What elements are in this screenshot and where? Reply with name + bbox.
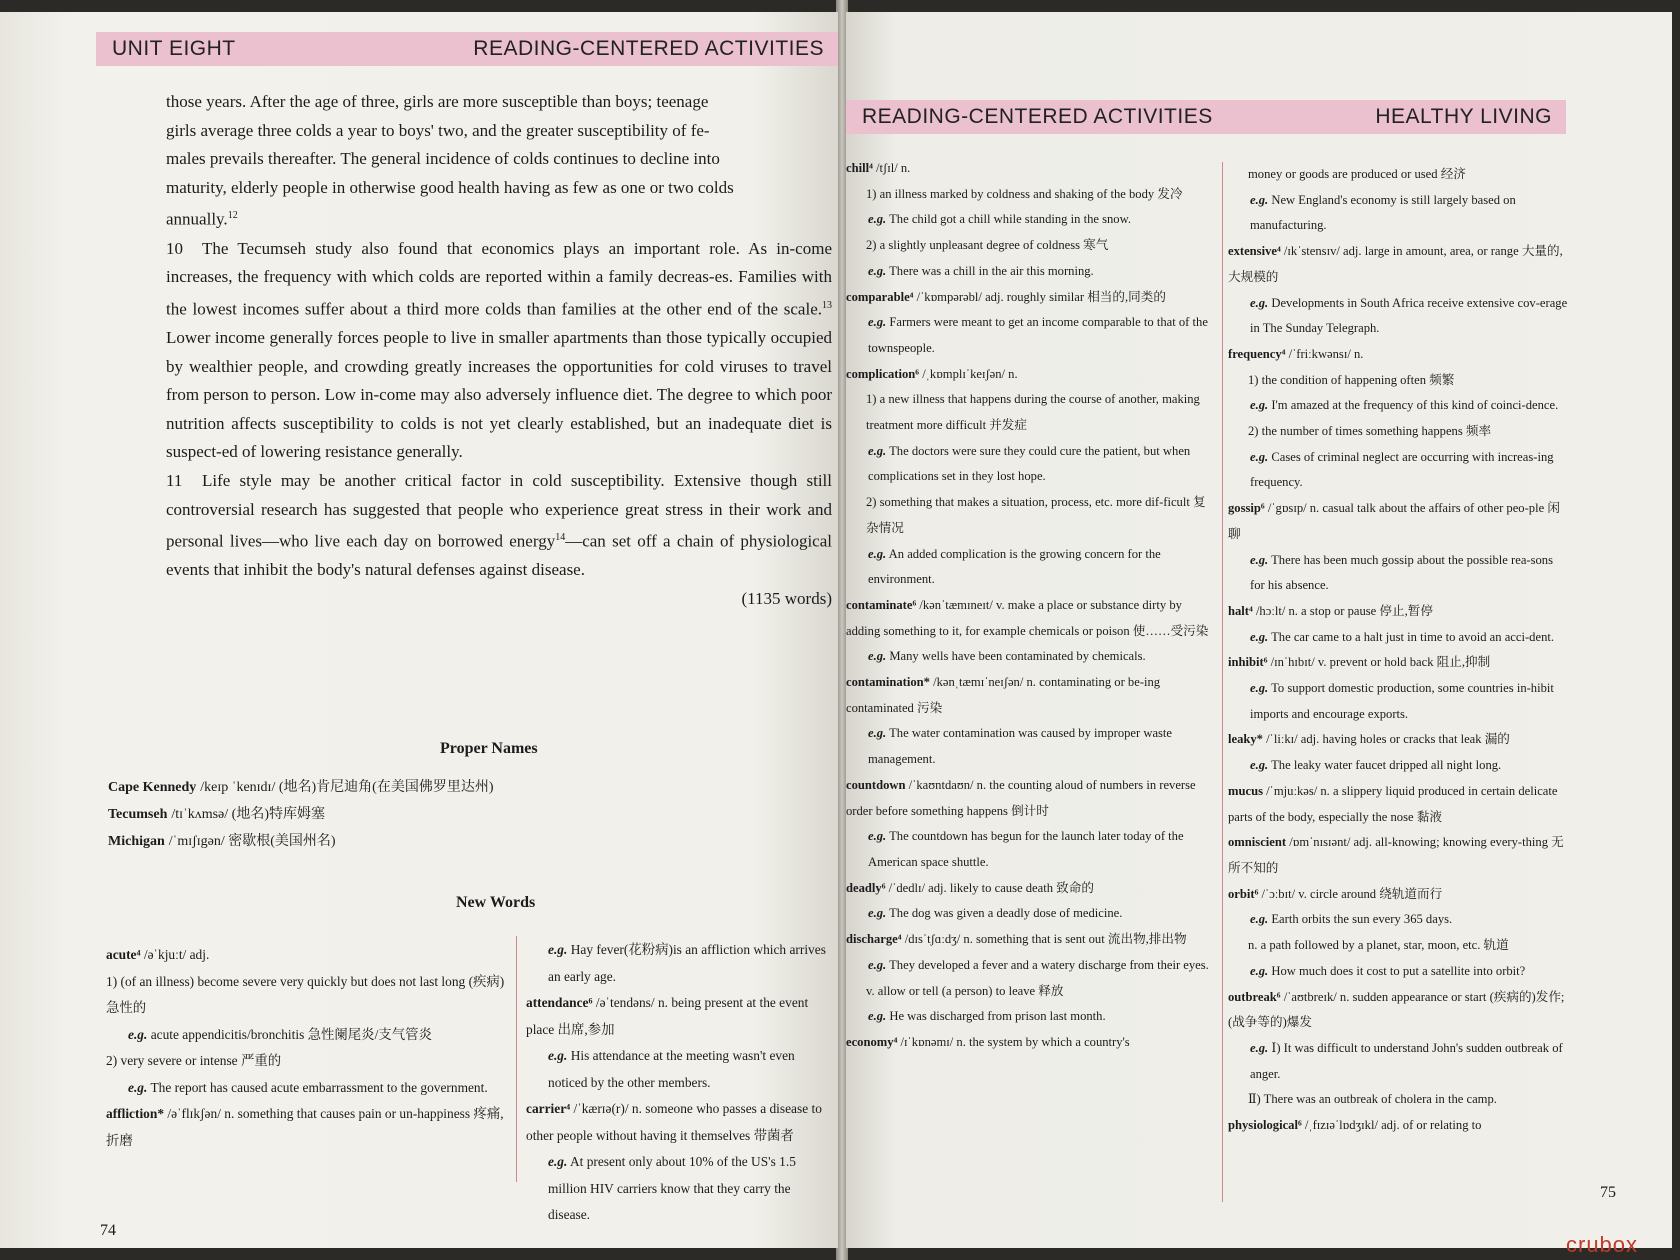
- glossary-entry: [846, 927, 1218, 953]
- entry-text: /əˈtendəns/ n. being present at the event place 出席,参加: [526, 995, 809, 1037]
- left-header-banner: [96, 32, 838, 66]
- example: [1228, 625, 1568, 651]
- right-page: [846, 12, 1672, 1248]
- headword: mucus: [1228, 783, 1263, 798]
- example: [1228, 676, 1568, 727]
- example-text: The report has caused acute embarrassment to the government.: [150, 1079, 488, 1095]
- glossary-entry: [1228, 1113, 1568, 1139]
- entry-text: /ˌkɒmplɪˈkeɪʃən/ n.: [922, 366, 1018, 381]
- headword: extensive⁴: [1228, 244, 1281, 259]
- entry-text: /əˈflɪkʃən/ n. something that causes pain or un-happiness 疼痛,折磨: [106, 1106, 504, 1148]
- footnote-marker: 13: [822, 299, 832, 311]
- new-words-column-right: [526, 937, 826, 1229]
- glossary-entry: [846, 156, 1218, 182]
- entry-text: /ˈaʊtbreɪk/ n. sudden appearance or start (疾病的)发作;(战争等的)爆发: [1228, 989, 1565, 1030]
- body-line-text: annually.: [166, 210, 228, 230]
- entry-text: /ˈdedlɪ/ adj. likely to cause death 致命的: [888, 880, 1094, 895]
- entry-text: /ˈliːkɪ/ adj. having holes or cracks that leak 漏的: [1266, 732, 1510, 747]
- example-marker: e.g.: [868, 443, 887, 458]
- example-marker: e.g.: [1250, 681, 1269, 696]
- example-marker: e.g.: [1250, 295, 1269, 310]
- entry-sense: n. a path followed by a planet, star, moon, etc. 轨道: [1248, 938, 1509, 953]
- example-marker: e.g.: [868, 263, 887, 278]
- glossary-entry: [1228, 342, 1568, 368]
- example-text: He was discharged from prison last month.: [889, 1009, 1106, 1024]
- headword: halt⁴: [1228, 603, 1253, 618]
- example: [1228, 548, 1568, 599]
- glossary-entry: [106, 942, 512, 969]
- example-marker: e.g.: [1250, 1040, 1269, 1055]
- example: [106, 1022, 512, 1049]
- example-marker: e.g.: [1250, 449, 1269, 464]
- example: [846, 207, 1218, 233]
- example-text: Many wells have been contaminated by chemicals.: [889, 649, 1146, 664]
- example: [846, 542, 1218, 593]
- example-text: At present only about 10% of the US's 1.5 million HIV carriers know that they carry the disease.: [548, 1154, 796, 1222]
- example-text: The doctors were sure they could cure the patient, but when complications set in they lost hope.: [868, 443, 1191, 484]
- glossary-entry: [1228, 779, 1568, 830]
- headword: economy⁴: [846, 1034, 898, 1049]
- entry-text: /hɔːlt/ n. a stop or pause 停止,暂停: [1255, 603, 1433, 618]
- footnote-marker: 12: [227, 210, 238, 222]
- example-text: I'm amazed at the frequency of this kind of coinci-dence.: [1271, 398, 1559, 413]
- glossary-entry: [106, 1101, 512, 1154]
- example-text: Cases of criminal neglect are occurring with increas-ing frequency.: [1250, 449, 1554, 490]
- example-marker: e.g.: [1250, 552, 1269, 567]
- example-text: The water contamination was caused by improper waste management.: [868, 726, 1173, 767]
- entry-text: /ˈgɒsɪp/ n. casual talk about the affairs of other peo-ple 闲聊: [1228, 501, 1560, 541]
- glossary-entry: [846, 773, 1218, 824]
- paragraph-text: Life style may be another critical factor in cold susceptibility. Extensive though still controversial research has suggested that people who experience great stress in their work and personal lives—who live each day on borrowed energy: [166, 471, 832, 551]
- glossary-column-left: [846, 156, 1218, 1056]
- entry-text: /ɒmˈnɪsɪənt/ adj. all-knowing; knowing every-thing 无所不知的: [1228, 835, 1564, 875]
- glossary-entry: [1228, 985, 1568, 1036]
- body-line: girls average three colds a year to boys' two, and the greater susceptibility of fe-: [166, 120, 710, 140]
- example-text: They developed a fever and a watery discharge from their eyes.: [889, 957, 1209, 972]
- page-number: 74: [100, 1222, 116, 1239]
- headword: countdown: [846, 777, 906, 792]
- example: [846, 953, 1218, 979]
- entry-sense: 1) an illness marked by coldness and shaking of the body 发冷: [866, 186, 1183, 201]
- example-text: Ⅰ) It was difficult to understand John's sudden outbreak of anger.: [1250, 1040, 1563, 1081]
- example-marker: e.g.: [868, 1009, 887, 1024]
- headword: carrier⁴: [526, 1101, 571, 1116]
- glossary-entry: [526, 990, 826, 1043]
- proper-name-gloss: /tɪˈkʌmsə/ (地名)特库姆塞: [171, 807, 325, 822]
- example-marker: e.g.: [868, 726, 887, 741]
- example-text: The countdown has begun for the launch later today of the American space shuttle.: [868, 829, 1184, 869]
- headword: chill⁴: [846, 161, 873, 175]
- example-marker: e.g.: [1250, 398, 1269, 413]
- entry-sense: 1) a new illness that happens during the course of another, making treatment more difficult 并发症: [866, 392, 1200, 433]
- headword: attendance⁶: [526, 995, 593, 1010]
- example-marker: e.g.: [548, 1048, 568, 1063]
- unit-label: UNIT EIGHT: [112, 37, 236, 60]
- example: [846, 259, 1218, 285]
- example-marker: e.g.: [1250, 758, 1269, 773]
- page-number: 75: [1600, 1184, 1616, 1201]
- entry-text: /ɪnˈhɪbɪt/ v. prevent or hold back 阻止,抑制: [1270, 655, 1491, 670]
- headword: complication⁶: [846, 366, 920, 381]
- column-divider: [516, 936, 517, 1182]
- example-text: Farmers were meant to get an income comparable to that of the townspeople.: [868, 315, 1208, 355]
- example: [1228, 907, 1568, 933]
- example-marker: e.g.: [868, 906, 887, 921]
- proper-name: Cape Kennedy: [108, 780, 197, 795]
- glossary-entry: [846, 285, 1218, 311]
- example-marker: e.g.: [548, 942, 568, 957]
- glossary-entry: [1228, 496, 1568, 547]
- column-divider: [1222, 162, 1223, 1202]
- proper-name-entry: [108, 801, 748, 828]
- headword: gossip⁶: [1228, 501, 1265, 516]
- example-text: Developments in South Africa receive extensive cov-erage in The Sunday Telegraph.: [1250, 295, 1568, 336]
- entry-text: /ˈkaʊntdaʊn/ n. the counting aloud of numbers in reverse order before something happens 倒计时: [846, 777, 1196, 818]
- section-label: READING-CENTERED ACTIVITIES: [473, 37, 824, 60]
- headword: frequency⁴: [1228, 346, 1286, 361]
- example: [1228, 291, 1568, 342]
- entry-text: /tʃɪl/ n.: [876, 161, 911, 175]
- entry-sense: 1) (of an illness) become severe very quickly but does not last long (疾病)急性的: [106, 973, 505, 1015]
- headword: deadly⁶: [846, 880, 886, 895]
- entry-text: /ɪˈkɒnəmɪ/ n. the system by which a country's: [900, 1034, 1130, 1049]
- proper-name-gloss: /ˈmɪʃɪgən/ 密歇根(美国州名): [168, 834, 336, 849]
- body-line: [166, 202, 832, 234]
- example-text: Hay fever(花粉病)is an affliction which arrives an early age.: [548, 942, 826, 984]
- right-header-banner: [846, 100, 1566, 134]
- topic-label: HEALTHY LIVING: [1375, 105, 1552, 128]
- headword: contaminate⁶: [846, 597, 917, 612]
- glossary-entry: [1228, 599, 1568, 625]
- example-text: acute appendicitis/bronchitis 急性阑尾炎/支气管炎: [150, 1026, 432, 1042]
- headword: comparable⁴: [846, 289, 914, 304]
- proper-name-entry: [108, 828, 748, 855]
- headword: omniscient: [1228, 835, 1287, 850]
- glossary-entry: [1228, 650, 1568, 676]
- body-line: maturity, elderly people in otherwise good health having as few as one or two colds: [166, 177, 734, 197]
- headword: discharge⁴: [846, 932, 902, 947]
- body-line: males prevails thereafter. The general incidence of colds continues to decline into: [166, 149, 720, 169]
- glossary-entry: [846, 362, 1218, 388]
- example-text: The leaky water faucet dripped all night long.: [1271, 758, 1502, 773]
- headword: affliction*: [106, 1106, 165, 1121]
- example: [106, 1075, 512, 1102]
- entry-text: /ˈkɒmpərəbl/ adj. roughly similar 相当的,同类的: [916, 289, 1166, 304]
- paragraph-11: [166, 467, 832, 585]
- example-marker: e.g.: [1250, 629, 1269, 644]
- example-marker: e.g.: [1250, 192, 1269, 207]
- entry-sense: 2) very severe or intense 严重的: [106, 1053, 282, 1068]
- example-marker: e.g.: [868, 957, 887, 972]
- entry-text: /kənˌtæmɪˈneɪʃən/ n. contaminating or be-ing contaminated 污染: [846, 675, 1161, 715]
- glossary-entry: [846, 593, 1218, 644]
- example: [526, 937, 826, 990]
- example: [526, 1043, 826, 1096]
- headword: contamination*: [846, 675, 930, 690]
- new-words-column-left: [106, 942, 512, 1154]
- proper-name-gloss: /keɪp ˈkenɪdɪ/ (地名)肯尼迪角(在美国佛罗里达州): [200, 780, 494, 795]
- example: [846, 644, 1218, 670]
- headword: orbit⁶: [1228, 886, 1259, 901]
- entry-text: /ˈɔːbɪt/ v. circle around 绕轨道而行: [1261, 886, 1443, 901]
- entry-sense: v. allow or tell (a person) to leave 释放: [866, 983, 1064, 998]
- example-text: To support domestic production, some countries in-hibit imports and encourage exports.: [1250, 681, 1554, 721]
- example: [846, 439, 1218, 490]
- paragraph-number: 11: [166, 471, 183, 491]
- entry-sense: 2) the number of times something happens 频率: [1248, 424, 1492, 439]
- proper-name: Michigan: [108, 834, 165, 849]
- footnote-marker: 14: [555, 532, 566, 544]
- example-text: The child got a chill while standing in the snow.: [889, 212, 1132, 227]
- example-marker: e.g.: [868, 829, 887, 844]
- paragraph-text: Lower income generally forces people to live in smaller apartments than those typically occupied by wealthier people, and crowding greatly increases the opportunities for cold viruses to travel from person to person. Low in-come may also adversely influence diet. The degree to which poor nutrition affects susceptibility to colds is not yet clearly established, but an inadequate diet is suspect-ed of lowering resistance generally.: [166, 328, 832, 462]
- example: [846, 310, 1218, 361]
- word-count: (1135 words): [741, 589, 832, 609]
- proper-name-entry: [108, 774, 748, 801]
- example: [1228, 1036, 1568, 1087]
- entry-sense: 2) something that makes a situation, process, etc. more dif-ficult 复杂情况: [866, 495, 1206, 535]
- example-text: An added complication is the growing concern for the environment.: [868, 546, 1161, 587]
- example: [1228, 188, 1568, 239]
- glossary-entry: [1228, 239, 1568, 290]
- new-words-heading: New Words: [456, 894, 536, 911]
- paragraph-text: The Tecumseh study also found that economics plays an important role. As in-come increases, the frequency with which colds are reported within a family decreas-es. Families with the lowest incomes suffer about a third more colds than families at the other end of the scale.: [166, 238, 832, 319]
- example: [1228, 959, 1568, 985]
- entry-text: /ˈmjuːkəs/ n. a slippery liquid produced in certain delicate parts of the body, especially the nose 黏液: [1228, 783, 1558, 824]
- example-text: There has been much gossip about the possible rea-sons for his absence.: [1250, 552, 1553, 593]
- entry-sense: Ⅱ) There was an outbreak of cholera in the camp.: [1248, 1092, 1497, 1107]
- glossary-entry: [1228, 727, 1568, 753]
- paragraph-10: [166, 235, 832, 467]
- glossary-entry: [846, 1030, 1218, 1056]
- example-marker: e.g.: [128, 1079, 148, 1095]
- example: [846, 824, 1218, 875]
- example: [1228, 393, 1568, 419]
- example-marker: e.g.: [868, 546, 887, 561]
- example: [846, 721, 1218, 772]
- headword: acute⁴: [106, 947, 141, 962]
- example-marker: e.g.: [128, 1026, 148, 1042]
- entry-sense: 1) the condition of happening often 频繁: [1248, 372, 1455, 387]
- body-line: those years. After the age of three, girls are more susceptible than boys; teenage: [166, 92, 709, 111]
- reading-passage: [166, 88, 832, 614]
- glossary-column-right: [1228, 162, 1568, 1139]
- entry-text: /əˈkjuːt/ adj.: [143, 947, 210, 962]
- headword: physiological⁶: [1228, 1118, 1302, 1133]
- example-marker: e.g.: [1250, 963, 1269, 978]
- example-text: The car came to a halt just in time to avoid an acci-dent.: [1271, 629, 1555, 644]
- entry-text: /ˈfriːkwənsɪ/ n.: [1288, 346, 1364, 361]
- example: [1228, 753, 1568, 779]
- entry-sense: money or goods are produced or used 经济: [1248, 167, 1466, 181]
- example-text: Earth orbits the sun every 365 days.: [1271, 912, 1453, 927]
- glossary-entry: [846, 876, 1218, 902]
- example: [1228, 445, 1568, 496]
- example: [846, 1004, 1218, 1030]
- paragraph-number: 10: [166, 238, 183, 258]
- entry-sense: 2) a slightly unpleasant degree of coldness 寒气: [866, 238, 1109, 253]
- entry-text: /kənˈtæmɪneɪt/ v. make a place or substance dirty by adding something to it, for example chemicals or poison 使……受污染: [846, 597, 1209, 638]
- glossary-entry: [846, 670, 1218, 721]
- entry-text: /ˈkærɪə(r)/ n. someone who passes a disease to other people without having it themselves 带菌者: [526, 1101, 822, 1143]
- entry-text: /dɪsˈtʃɑːdʒ/ n. something that is sent out 流出物,排出物: [904, 932, 1187, 947]
- left-page: [0, 12, 838, 1248]
- example: [526, 1149, 826, 1229]
- headword: outbreak⁶: [1228, 989, 1281, 1004]
- glossary-entry: [1228, 882, 1568, 908]
- example-marker: e.g.: [1250, 912, 1269, 927]
- headword: inhibit⁶: [1228, 655, 1268, 670]
- example-text: His attendance at the meeting wasn't even noticed by the other members.: [548, 1048, 795, 1090]
- example-marker: e.g.: [868, 649, 887, 664]
- watermark: crubox: [1566, 1232, 1639, 1257]
- example-marker: e.g.: [548, 1154, 568, 1169]
- example-marker: e.g.: [868, 315, 887, 330]
- entry-text: /ˌfɪzɪəˈlɒdʒɪkl/ adj. of or relating to: [1304, 1118, 1482, 1133]
- paragraph-text: —can set off a chain of physiological events that inhibit the body's natural defenses against disease.: [166, 531, 832, 580]
- proper-name: Tecumseh: [108, 807, 168, 822]
- entry-text: /ɪkˈstensɪv/ adj. large in amount, area, or range 大量的,大规模的: [1228, 244, 1563, 284]
- section-label: READING-CENTERED ACTIVITIES: [862, 105, 1213, 128]
- example-text: How much does it cost to put a satellite into orbit?: [1271, 963, 1526, 978]
- example-text: The dog was given a deadly dose of medicine.: [889, 906, 1123, 921]
- example-text: New England's economy is still largely based on manufacturing.: [1250, 192, 1516, 233]
- example-marker: e.g.: [868, 212, 887, 227]
- proper-names-heading: Proper Names: [440, 740, 538, 757]
- glossary-entry: [526, 1096, 826, 1149]
- example: [846, 901, 1218, 927]
- proper-names-list: [108, 774, 748, 855]
- headword: leaky*: [1228, 732, 1263, 747]
- example-text: There was a chill in the air this morning.: [889, 263, 1094, 278]
- glossary-entry: [1228, 830, 1568, 881]
